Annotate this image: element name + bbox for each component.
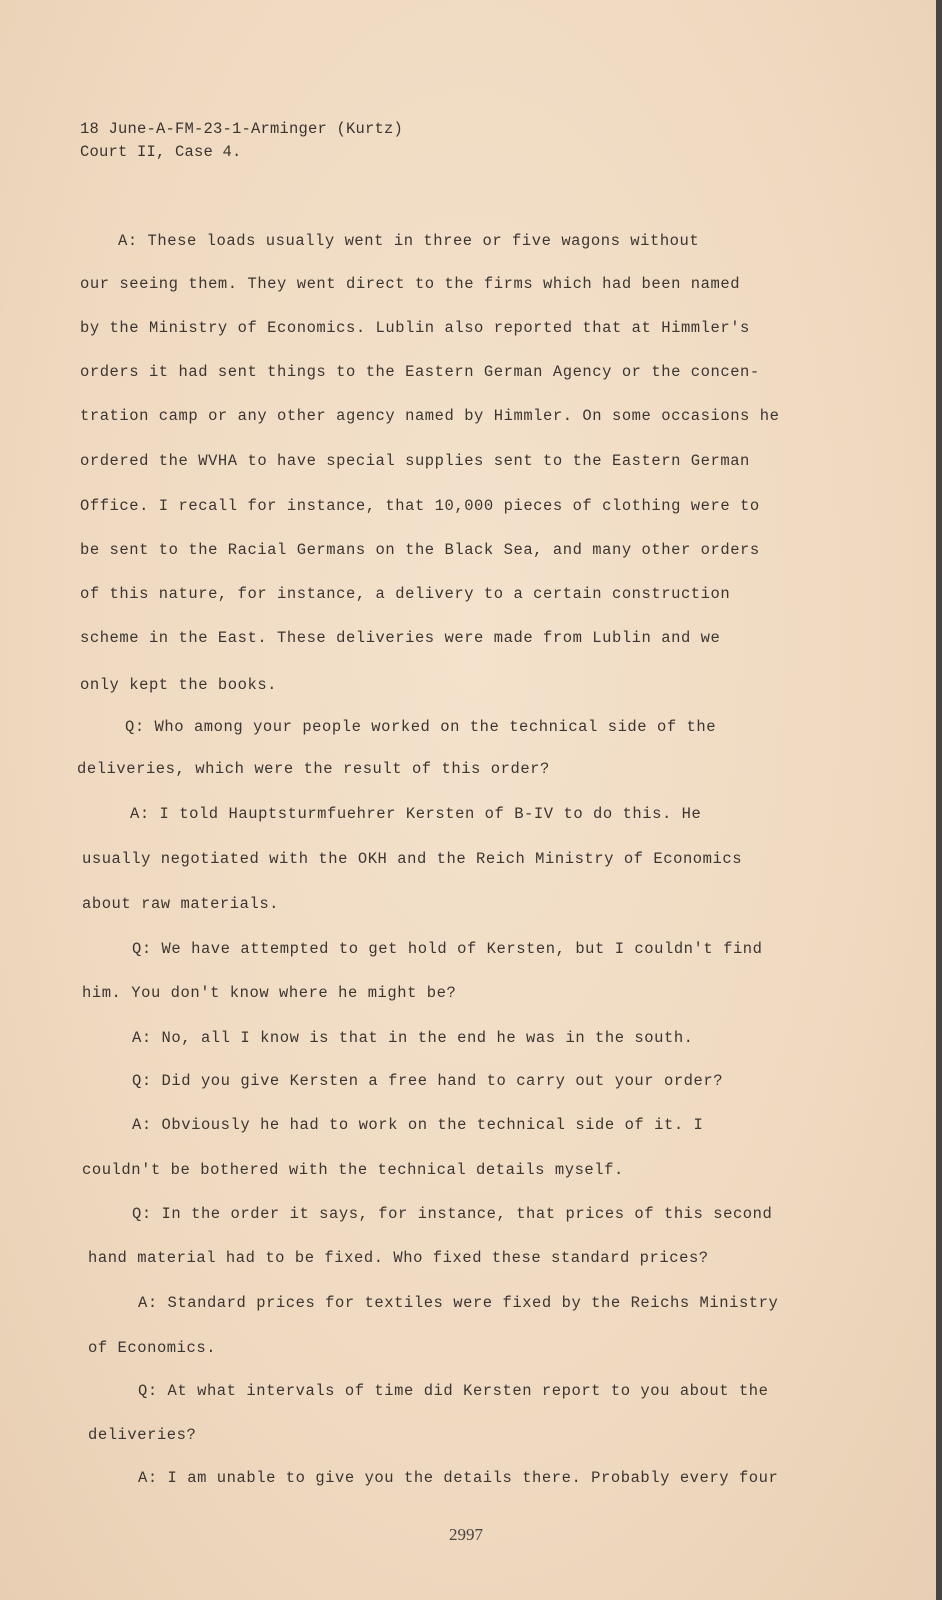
transcript-line: A: Obviously he had to work on the technical side of it. I <box>132 1116 704 1134</box>
transcript-line: A: Standard prices for textiles were fixed by the Reichs Ministry <box>138 1294 779 1312</box>
transcript-line: of this nature, for instance, a delivery to a certain construction <box>80 585 731 603</box>
transcript-line: Office. I recall for instance, that 10,000 pieces of clothing were to <box>80 497 760 515</box>
transcript-line: usually negotiated with the OKH and the Reich Ministry of Economics <box>82 850 743 868</box>
transcript-line: about raw materials. <box>82 895 280 913</box>
scan-edge <box>936 0 942 1600</box>
transcript-line: our seeing them. They went direct to the firms which had been named <box>80 275 741 293</box>
transcript-line: of Economics. <box>88 1339 217 1357</box>
transcript-line: scheme in the East. These deliveries were made from Lublin and we <box>80 629 721 647</box>
transcript-line: A: No, all I know is that in the end he was in the south. <box>132 1029 694 1047</box>
document-header <box>80 118 403 164</box>
transcript-line: couldn't be bothered with the technical details myself. <box>82 1161 624 1179</box>
transcript-line: deliveries? <box>88 1426 197 1444</box>
transcript-line: hand material had to be fixed. Who fixed these standard prices? <box>88 1249 709 1267</box>
transcript-line: Q: In the order it says, for instance, that prices of this second <box>132 1205 773 1223</box>
transcript-line: A: These loads usually went in three or five wagons without <box>118 232 700 250</box>
transcript-line: Q: Who among your people worked on the technical side of the <box>125 718 717 736</box>
transcript-line: be sent to the Racial Germans on the Black Sea, and many other orders <box>80 541 760 559</box>
transcript-line: ordered the WVHA to have special supplies sent to the Eastern German <box>80 452 750 470</box>
transcript-line: deliveries, which were the result of this order? <box>77 760 550 778</box>
page-number: 2997 <box>449 1525 483 1544</box>
transcript-line: Q: At what intervals of time did Kersten report to you about the <box>138 1382 769 1400</box>
transcript-line: A: I told Hauptsturmfuehrer Kersten of B-IV to do this. He <box>130 805 702 823</box>
transcript-line: Q: Did you give Kersten a free hand to carry out your order? <box>132 1072 724 1090</box>
transcript-line: by the Ministry of Economics. Lublin also reported that at Himmler's <box>80 319 750 337</box>
header-court-case: Court II, Case 4. <box>80 143 242 161</box>
transcript-line: tration camp or any other agency named by Himmler. On some occasions he <box>80 407 780 425</box>
transcript-line: only kept the books. <box>80 676 278 694</box>
transcript-line: orders it had sent things to the Eastern German Agency or the concen- <box>80 363 760 381</box>
transcript-line: him. You don't know where he might be? <box>82 984 457 1002</box>
transcript-line: Q: We have attempted to get hold of Kersten, but I couldn't find <box>132 940 763 958</box>
transcript-line: A: I am unable to give you the details there. Probably every four <box>138 1469 779 1487</box>
header-reference: 18 June-A-FM-23-1-Arminger (Kurtz) <box>80 120 404 138</box>
